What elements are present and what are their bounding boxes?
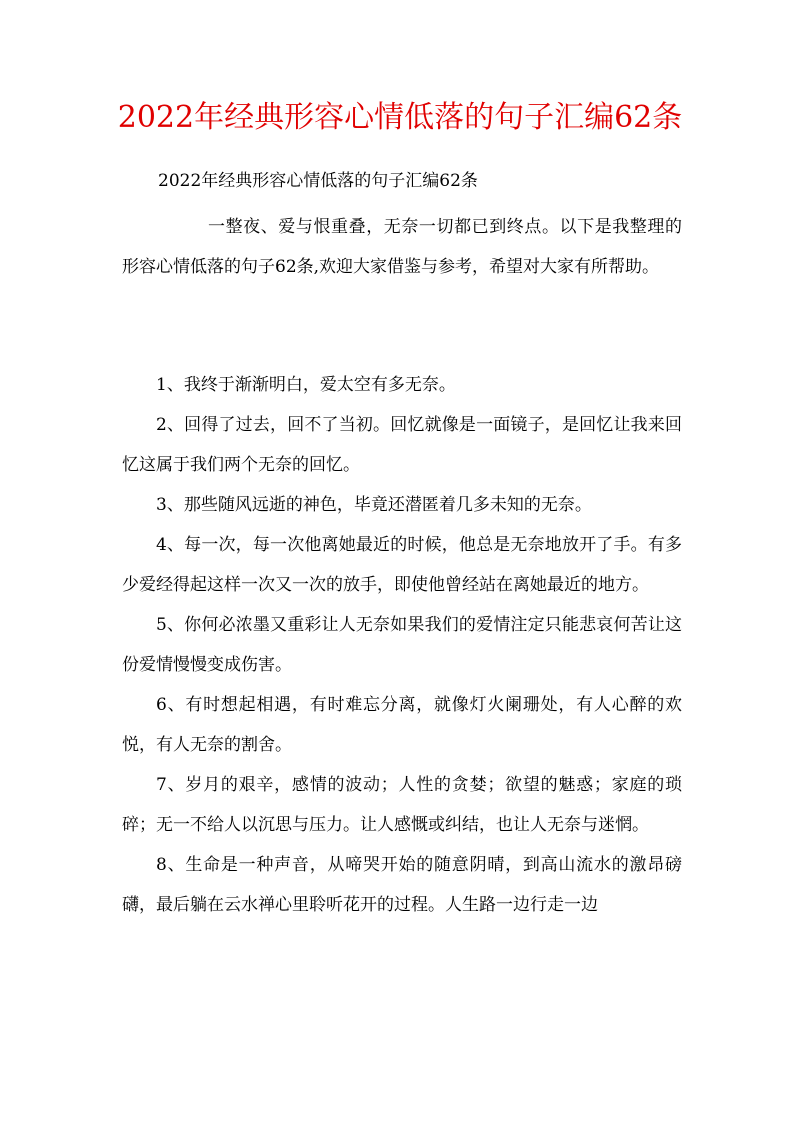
list-item: 8、生命是一种声音，从啼哭开始的随意阴晴，到高山流水的激昂磅礴，最后躺在云水禅心里聆听花开的过程。人生路一边行走一边 bbox=[122, 855, 682, 915]
list-item: 3、那些随风远逝的神色，毕竟还潜匿着几多未知的无奈。 bbox=[156, 495, 592, 515]
intro-paragraph: 一整夜、爱与恨重叠，无奈一切都已到终点。以下是我整理的形容心情低落的句子62条,欢迎大家借鉴与参考，希望对大家有所帮助。 bbox=[122, 217, 682, 277]
sentence-list bbox=[122, 365, 682, 925]
document-title: 2022年经典形容心情低落的句子汇编62条 bbox=[117, 100, 683, 135]
list-item: 1、我终于渐渐明白，爱太空有多无奈。 bbox=[156, 375, 456, 395]
list-item: 5、你何必浓墨又重彩让人无奈如果我们的爱情注定只能悲哀何苦让这份爱情慢慢变成伤害。 bbox=[122, 615, 682, 675]
document-subtitle: 2022年经典形容心情低落的句子汇编62条 bbox=[158, 171, 478, 191]
list-item: 6、有时想起相遇，有时难忘分离，就像灯火阑珊处，有人心醉的欢悦，有人无奈的割舍。 bbox=[122, 695, 682, 755]
list-item: 7、岁月的艰辛，感情的波动；人性的贪婪；欲望的魅惑；家庭的琐碎；无一不给人以沉思与压力。让人感慨或纠结，也让人无奈与迷惘。 bbox=[122, 775, 682, 835]
list-item: 4、每一次，每一次他离她最近的时候，他总是无奈地放开了手。有多少爱经得起这样一次又一次的放手，即使他曾经站在离她最近的地方。 bbox=[122, 535, 682, 595]
list-item: 2、回得了过去，回不了当初。回忆就像是一面镜子，是回忆让我来回忆这属于我们两个无奈的回忆。 bbox=[122, 415, 682, 475]
